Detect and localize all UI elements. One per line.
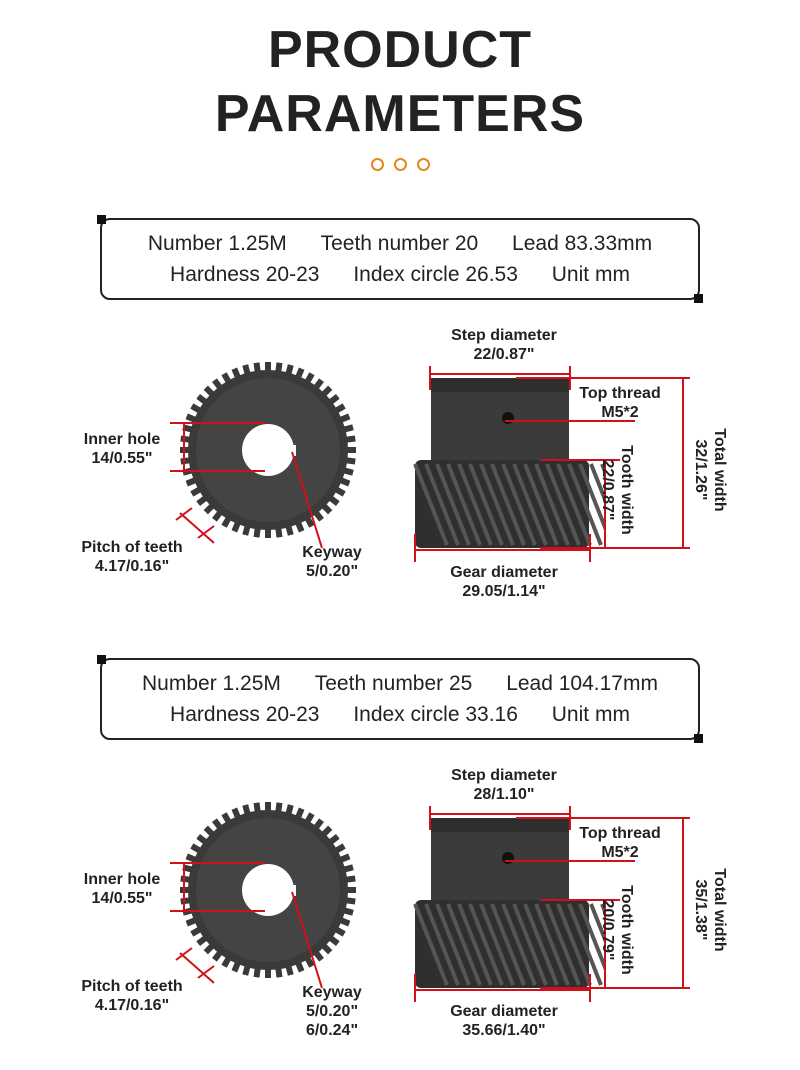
pitch-label: Pitch of teeth 4.17/0.16" (81, 978, 183, 1014)
total-width-label: Total width 35/1.38" (692, 868, 728, 952)
dot-icon (371, 158, 384, 171)
dot-icon (394, 158, 407, 171)
spec-hardness: Hardness 20-23 (170, 703, 320, 726)
total-width-label: Total width 32/1.26" (692, 428, 728, 512)
top-thread-label: Top thread M5*2 (579, 385, 661, 421)
spec-lead: Lead 83.33mm (512, 232, 653, 255)
spec-number: Number 1.25M (147, 232, 287, 255)
dot-icon (417, 158, 430, 171)
spec-index-circle: Index circle 26.53 (353, 263, 518, 286)
corner-marker (97, 215, 106, 224)
inner-hole-label: Inner hole 14/0.55" (83, 431, 161, 467)
corner-marker (694, 734, 703, 743)
spec-teeth: Teeth number 25 (314, 672, 473, 695)
step-diameter-label: Step diameter 28/1.10" (451, 767, 557, 803)
step-diameter-label: Step diameter 22/0.87" (451, 327, 557, 363)
tooth-width-label: Tooth width 22/0.87" (599, 445, 635, 535)
corner-marker (97, 655, 106, 664)
spec-lead: Lead 104.17mm (506, 672, 658, 695)
spec-box-1 (100, 218, 700, 300)
gear-diameter-label: Gear diameter 29.05/1.14" (450, 564, 558, 600)
inner-hole-label: Inner hole 14/0.55" (83, 871, 161, 907)
page-title-line2: PARAMETERS (214, 85, 586, 143)
decorative-dots (0, 158, 800, 176)
spec-hardness: Hardness 20-23 (170, 263, 320, 286)
corner-marker (694, 294, 703, 303)
gear-diameter-label: Gear diameter 35.66/1.40" (450, 1003, 558, 1039)
keyway-label: Keyway 5/0.20" 6/0.24" (302, 984, 362, 1039)
spec-unit: Unit mm (551, 703, 630, 726)
keyway-label: Keyway 5/0.20" (302, 544, 362, 580)
tooth-width-label: Tooth width 20/0.79" (599, 885, 635, 975)
pitch-label: Pitch of teeth 4.17/0.16" (81, 539, 183, 575)
top-thread-label: Top thread M5*2 (579, 825, 661, 861)
spec-unit: Unit mm (551, 263, 630, 286)
spec-number: Number 1.25M (142, 672, 281, 695)
spec-box-2 (100, 658, 700, 740)
spec-teeth: Teeth number 20 (320, 232, 479, 255)
page-title-line1: PRODUCT (267, 21, 533, 79)
spec-index-circle: Index circle 33.16 (353, 703, 518, 726)
